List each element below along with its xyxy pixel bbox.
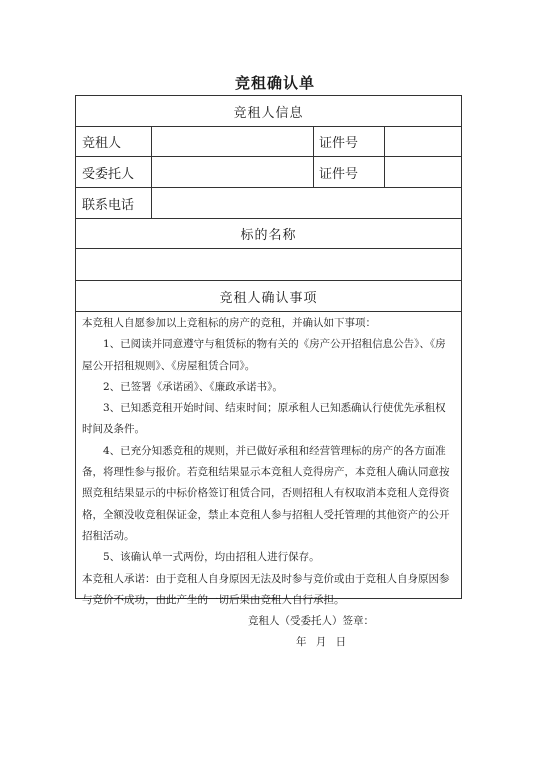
agent-value-field[interactable] [151,157,313,187]
target-name-row [76,249,461,281]
bidder-info-heading: 竞租人信息 [233,105,304,121]
date-line: 年 月 日 [296,636,347,649]
bidder-row [76,127,461,157]
phone-row [76,188,461,219]
id-no-value-field[interactable] [384,127,463,156]
agent-id-no-value-field[interactable] [384,157,463,187]
statement-item-3: 3、已知悉竞租开始时间、结束时间；原承租人已知悉确认行使优先承租权时间及条件。 [82,402,446,436]
confirm-items-heading: 竞租人确认事项 [219,290,318,306]
target-name-value-field[interactable] [76,249,463,280]
target-name-heading-row [76,219,461,249]
statement-promise: 本竞租人承诺：由于竞租人自身原因无法及时参与竞价或由于竞租人自身原因参与竞价不成功，由此产生的一切后果由竞租人自行承担。 [82,572,450,606]
bidder-info-heading-row [76,96,461,127]
confirmation-form [75,95,462,649]
confirm-items-heading-row [76,281,461,312]
phone-label: 联系电话 [82,197,135,213]
signature-line: 竞租人（受委托人）签章： [248,615,374,628]
statement-item-5: 5、该确认单一式两份，均由招租人进行保存。 [103,551,320,564]
agent-id-no-label: 证件号 [319,166,359,182]
bidder-value-field[interactable] [151,127,313,156]
confirmation-statement [76,313,461,654]
agent-row [76,157,461,188]
statement-item-2: 2、已签署《承诺函》、《廉政承诺书》。 [103,380,283,393]
statement-item-1: 1、已阅读并同意遵守与租赁标的物有关的《房产公开招租信息公告》、《房屋公开招租规则》、《房屋租赁合同》。 [82,338,446,372]
target-name-heading: 标的名称 [240,228,297,243]
agent-label: 受委托人 [82,166,135,182]
id-no-label: 证件号 [319,136,359,151]
bidder-label: 竞租人 [82,136,122,151]
statement-intro: 本竞租人自愿参加以上竞租标的房产的竞租，并确认如下事项： [82,317,376,329]
phone-value-field[interactable] [151,188,463,218]
statement-item-4: 4、已充分知悉竞租的规则，并已做好承租和经营管理标的房产的各方面准备，将理性参与报价。若竞租结果显示本竞租人竞得房产，本竞租人确认同意按照竞租结果显示的中标价格签订租赁合同，否则招租人有权取消本竞租人竞得资格，全额没收竞租保证金，禁止本竞租人参与招租人受托管理的其他资产的公开招租活动。 [82,444,450,542]
form-title: 竞租确认单 [234,74,315,92]
